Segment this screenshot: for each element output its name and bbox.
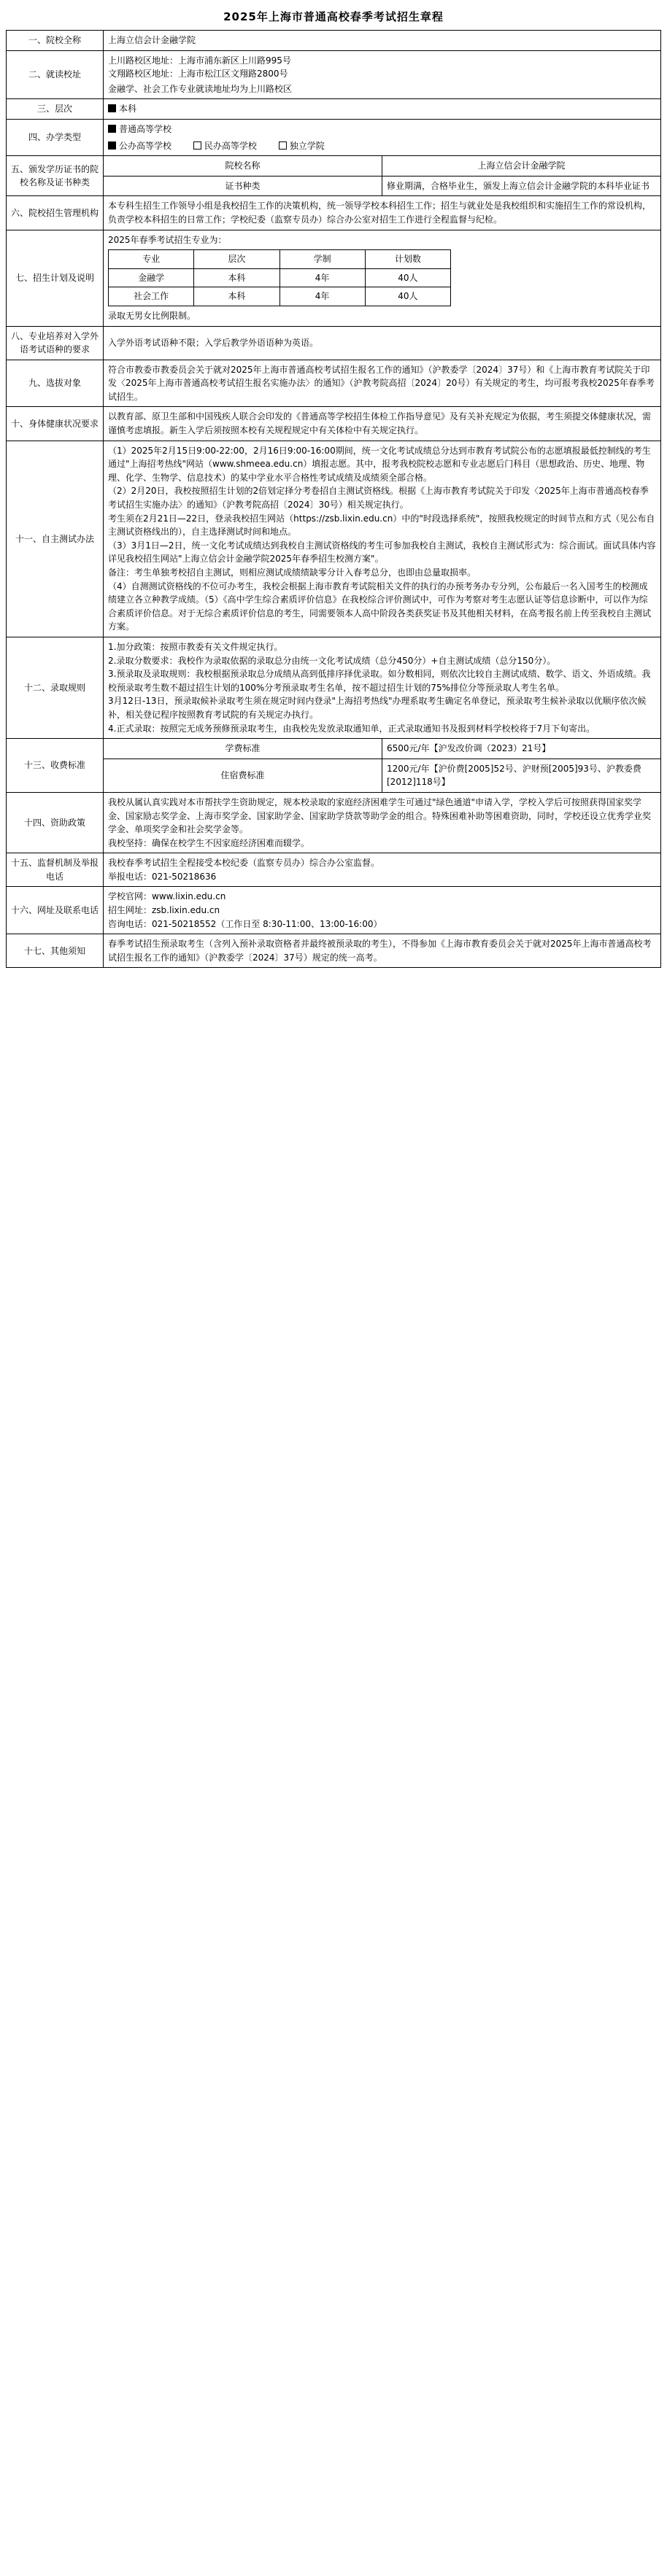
row-label-contact: 十六、网址及联系电话 bbox=[7, 887, 104, 934]
school-type-option-public[interactable] bbox=[108, 139, 171, 153]
row-label-financial-aid: 十四、资助政策 bbox=[7, 792, 104, 853]
checkbox-icon[interactable] bbox=[108, 125, 116, 133]
table-row-diploma-type bbox=[7, 176, 661, 196]
sub-label-accommodation-standard: 住宿费标准 bbox=[104, 759, 382, 792]
table-row-enrollment-plan bbox=[7, 230, 661, 326]
row-label-language-requirement: 八、专业培养对入学外语考试语种的要求 bbox=[7, 326, 104, 360]
row-label-school-type: 四、办学类型 bbox=[7, 119, 104, 155]
level-option-label: 本科 bbox=[119, 104, 137, 115]
row-label-college-name: 一、院校全称 bbox=[7, 31, 104, 51]
plan-cell-major: 金融学 bbox=[109, 268, 194, 287]
sub-value-institution-name: 上海立信会计金融学院 bbox=[382, 156, 661, 176]
school-type-label-public: 公办高等学校 bbox=[119, 140, 172, 151]
table-row-admission-org bbox=[7, 196, 661, 230]
row-value-supervision bbox=[104, 853, 661, 887]
enrollment-plan-note: 2025年春季考试招生专业为： bbox=[108, 234, 227, 245]
address-line-1: 上川路校区地址：上海市浦东新区上川路995号 bbox=[108, 55, 291, 66]
school-type-group-1 bbox=[108, 123, 656, 136]
self-test-para-6: （4）自测测试资格线的不位可办考生，我校会根据上海市教育考试院相关文件的执行的办预考务办专分列，公布最后一名入国考生的校测成绩建立各立种教学成绩。（5）《高中学生综合素质评价信息》在我校综合评价测试中，可作为考察对考生志愿认证等信息诊断中，可以作为综合素质评价信息。对于无综合素质评价信息的考生，同需要领本人高中阶段各类获奖证书及其他相关材料，在高考报名前上传至我校自主测试方案。 bbox=[108, 581, 652, 632]
self-test-para-4: （3）3月1日—2日，统一文化考试成绩达到我校自主测试资格线的考生可参加我校自主测试，我校自主测试形式为：综合面试。面试具体内容详见我校招生网站"上海立信会计金融学院2025年春季招生校测方案"。 bbox=[108, 540, 656, 565]
row-label-enrollment-plan: 七、招生计划及说明 bbox=[7, 230, 104, 326]
school-type-option-regular[interactable] bbox=[108, 123, 171, 136]
table-row-level bbox=[7, 99, 661, 120]
level-option-undergraduate[interactable] bbox=[108, 102, 136, 116]
plan-header-level: 层次 bbox=[194, 250, 279, 269]
table-row-health-requirement bbox=[7, 407, 661, 441]
financial-aid-para-2: 我校坚持：确保在校学生不因家庭经济困难而辍学。 bbox=[108, 837, 310, 848]
address-line-2: 文翔路校区地址：上海市松江区文翔路2800号 bbox=[108, 69, 288, 79]
row-label-selection-target: 九、选拔对象 bbox=[7, 360, 104, 407]
row-label-admission-org: 六、院校招生管理机构 bbox=[7, 196, 104, 230]
table-row-tuition bbox=[7, 739, 661, 759]
plan-cell-duration: 4年 bbox=[279, 268, 365, 287]
row-value-financial-aid bbox=[104, 792, 661, 853]
admission-regulations-table bbox=[6, 30, 661, 968]
school-type-option-private[interactable] bbox=[193, 139, 257, 153]
row-label-health-requirement: 十、身体健康状况要求 bbox=[7, 407, 104, 441]
plan-cell-level: 本科 bbox=[194, 287, 279, 306]
school-type-option-independent[interactable] bbox=[279, 139, 325, 153]
table-row-selection-target bbox=[7, 360, 661, 407]
school-type-group-2 bbox=[108, 139, 656, 153]
address-line-3: 金融学、社会工作专业就读地址均为上川路校区 bbox=[108, 83, 293, 94]
page-title: 2025年上海市普通高校春季考试招生章程 bbox=[223, 10, 444, 23]
supervision-para-1: 我校春季考试招生全程接受本校纪委（监察专员办）综合办公室监督。 bbox=[108, 858, 380, 869]
plan-cell-duration: 4年 bbox=[279, 287, 365, 306]
plan-cell-level: 本科 bbox=[194, 268, 279, 287]
self-test-para-2: （2）2月20日，我校按照招生计划的2倍划定择分考卷招自主测试资格线。根据《上海市教育考试院关于印发〈2025年上海市普通高校春季考试招生实施办法〉的通知》（沪教考院高招〔2024〕30号）相关规定执行。 bbox=[108, 486, 649, 511]
row-value-college-name: 上海立信会计金融学院 bbox=[104, 31, 661, 51]
row-label-other-notes: 十七、其他须知 bbox=[7, 934, 104, 968]
checkbox-icon[interactable] bbox=[108, 141, 116, 150]
plan-cell-quota: 40人 bbox=[365, 268, 450, 287]
row-value-enrollment-plan bbox=[104, 230, 661, 326]
school-type-label-regular: 普通高等学校 bbox=[119, 123, 172, 134]
row-label-supervision: 十五、监督机制及举报电话 bbox=[7, 853, 104, 887]
table-row-diploma-institution bbox=[7, 156, 661, 176]
plan-row-social-work bbox=[109, 287, 451, 306]
sub-label-certificate-type: 证书种类 bbox=[104, 176, 382, 196]
sub-value-accommodation-standard: 1200元/年【沪价费[2005]52号、沪财预[2005]93号、沪教委费[2012]118号】 bbox=[382, 759, 661, 792]
row-value-self-test-method bbox=[104, 441, 661, 637]
table-row-campus-address bbox=[7, 50, 661, 99]
plan-header-major: 专业 bbox=[109, 250, 194, 269]
row-value-school-type bbox=[104, 119, 661, 155]
checkbox-icon[interactable] bbox=[193, 141, 201, 150]
admission-rule-4: 3月12日-13日，预录取候补录取考生须在规定时间内登录"上海招考热线"办理系取考生确定名单登记，预录取考生候补录取以优顺序依次候补，相关登记程序按照教育考试院的有关规定办执行。 bbox=[108, 696, 647, 720]
self-test-para-3: 考生须在2月21日—22日，登录我校招生网站（https://zsb.lixin.edu.cn）中的"时段选择系统"，按照我校规定的时间节点和方式（见公布自主测试资格线出的），自主选择测试时间和地点。 bbox=[108, 513, 655, 538]
table-row-financial-aid bbox=[7, 792, 661, 853]
enrollment-plan-table bbox=[108, 249, 451, 306]
row-value-contact bbox=[104, 887, 661, 934]
row-label-level: 三、层次 bbox=[7, 99, 104, 120]
row-value-other-notes bbox=[104, 934, 661, 968]
plan-cell-major: 社会工作 bbox=[109, 287, 194, 306]
checkbox-icon[interactable] bbox=[279, 141, 287, 150]
self-test-para-5: 备注：考生单独考校招自主测试，则相应测试成绩绩缺零分计入春考总分，也即由总量取损率。 bbox=[108, 567, 477, 578]
row-value-health-requirement: 以教育部、原卫生部和中国残疾人联合会印发的《普通高等学校招生体检工作指导意见》及有关补充规定为依据，考生须提交体健康状况，需谨慎考虑填报。新生入学后须按照本校有关规程规定中有关体检中有关规定执行。 bbox=[104, 407, 661, 441]
checkbox-icon[interactable] bbox=[108, 104, 116, 112]
plan-row-finance bbox=[109, 268, 451, 287]
table-row-accommodation bbox=[7, 759, 661, 792]
plan-cell-quota: 40人 bbox=[365, 287, 450, 306]
table-row-contact bbox=[7, 887, 661, 934]
enrollment-plan-after-note: 录取无男女比例限制。 bbox=[108, 310, 196, 321]
official-website[interactable]: 学校官网：www.lixin.edu.cn bbox=[108, 891, 226, 902]
plan-header-duration: 学制 bbox=[279, 250, 365, 269]
row-value-admission-rules bbox=[104, 637, 661, 738]
table-row-self-test-method bbox=[7, 441, 661, 637]
admission-rule-2: 2.录取分数要求：我校作为录取依据的录取总分由统一文化考试成绩（总分450分）+自主测试成绩（总分150分）。 bbox=[108, 655, 556, 666]
row-value-selection-target: 符合市教委市教委员会关于就对2025年上海市普通高校考试招生报名工作的通知》（沪教委学〔2024〕37号）和《上海市教育考试院关于印发〈2025年上海市普通高校考试招生报名实施办法〉的通知》（沪教考院高招〔2024〕20号）有关规定的考生，均可报考我校2025年春季考试招生。 bbox=[104, 360, 661, 407]
table-row-other-notes bbox=[7, 934, 661, 968]
row-label-self-test-method: 十一、自主测试办法 bbox=[7, 441, 104, 637]
table-row-language-requirement bbox=[7, 326, 661, 360]
other-notes-para-1: 春季考试招生预录取考生（含列入预补录取资格者并最终被预录取的考生），不得参加《上海市教育委员会关于就对2025年上海市普通高校考试招生报名工作的通知》（沪教委学〔2024〕37号）规定的统一高考。 bbox=[108, 939, 652, 963]
supervision-phone: 举报电话：021-50218636 bbox=[108, 871, 217, 882]
sub-label-institution-name: 院校名称 bbox=[104, 156, 382, 176]
sub-value-tuition-standard: 6500元/年【沪发改价调（2023）21号】 bbox=[382, 739, 661, 759]
school-type-label-private: 民办高等学校 bbox=[204, 140, 257, 151]
sub-value-certificate-type: 修业期满，合格毕业生，颁发上海立信会计金融学院的本科毕业证书 bbox=[382, 176, 661, 196]
admission-rule-3: 3.预录取及录取规则：我校根据预录取总分成绩从高到低排序择优录取。如分数相同，则依次比较自主测试成绩、数学、语文、外语成绩。我校预录取考生数不超过招生计划的100%分考预录取考生名单，按不超过招生计划的75%排位分等预录取人考生名单。 bbox=[108, 669, 651, 693]
plan-header-quota: 计划数 bbox=[365, 250, 450, 269]
table-row-supervision bbox=[7, 853, 661, 887]
row-label-campus-address: 二、就读校址 bbox=[7, 50, 104, 99]
row-label-tuition: 十三、收费标准 bbox=[7, 739, 104, 793]
admission-website[interactable]: 招生网址：zsb.lixin.edu.cn bbox=[108, 905, 220, 916]
school-type-label-independent: 独立学院 bbox=[289, 140, 325, 151]
admission-rule-1: 1.加分政策：按照市教委有关文件规定执行。 bbox=[108, 641, 283, 652]
plan-header-row bbox=[109, 250, 451, 269]
consultation-phone: 咨询电话：021-50218552（工作日至 8:30-11:00、13:00-16:00） bbox=[108, 918, 382, 929]
row-label-admission-rules: 十二、录取规则 bbox=[7, 637, 104, 738]
table-row-college-name bbox=[7, 31, 661, 51]
row-value-level bbox=[104, 99, 661, 120]
row-value-campus-address bbox=[104, 50, 661, 99]
financial-aid-para-1: 我校从属认真实践对本市帮扶学生资助规定，规本校录取的家庭经济困难学生可通过"绿色通道"申请入学，学校入学后可按照获得国家奖学金、国家励志奖学金、上海市奖学金、国家助学金、国家助学贷款等助学金的组合。特殊困难补助等困难资助，同时，学校还设立优秀学业奖学金、单项奖学金和社会奖学金等。 bbox=[108, 796, 652, 835]
table-row-school-type bbox=[7, 119, 661, 155]
admission-rule-5: 4.正式录取：按照完无成务预修预录取考生，由我校先发放录取通知单，正式录取通知书及报到材料学校校将于7月下旬寄出。 bbox=[108, 723, 595, 734]
sub-label-tuition-standard: 学费标准 bbox=[104, 739, 382, 759]
self-test-para-1: （1）2025年2月15日9:00-22:00，2月16日9:00-16:00期间，统一文化考试成绩总分达到市教育考试院公布的志愿填报最低控制线的考生通过"上海招考热线"网站（www.shmeea.edu.cn）填报志愿。其中，报考我校院校志愿和专业志愿后门科目（思想政治、历史、地理、物理、化学、生物学、信息技术）的某中学业水平合格性考试成绩及成绩须全部合格。 bbox=[108, 445, 651, 483]
table-row-admission-rules bbox=[7, 637, 661, 738]
row-label-diploma: 五、颁发学历证书的院校名称及证书种类 bbox=[7, 156, 104, 196]
row-value-language-requirement: 入学外语考试语种不限；入学后教学外语语种为英语。 bbox=[104, 326, 661, 360]
row-value-admission-org: 本专科生招生工作领导小组是我校招生工作的决策机构，统一领导学校本科招生工作；招生与就业处是我校组织和实施招生工作的常设机构，负责学校本科招生的日常工作；学校纪委（监察专员办）综合办公室对招生工作进行全程监督与纪检。 bbox=[104, 196, 661, 230]
